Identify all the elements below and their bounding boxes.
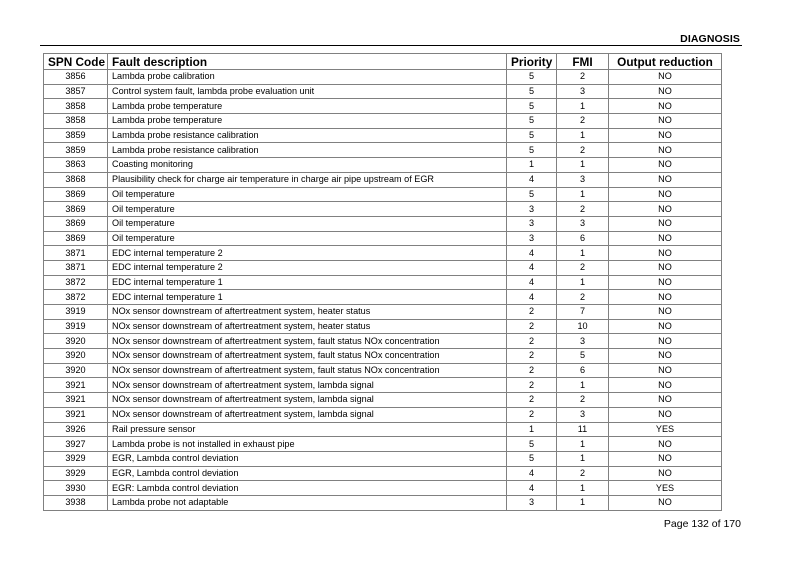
priority-cell: 2 <box>507 305 557 320</box>
spn-code-cell: 3938 <box>44 495 108 510</box>
priority-cell: 5 <box>507 84 557 99</box>
fmi-cell: 1 <box>557 451 609 466</box>
fmi-cell: 6 <box>557 363 609 378</box>
spn-code-cell: 3927 <box>44 437 108 452</box>
spn-code-cell: 3921 <box>44 378 108 393</box>
priority-cell: 4 <box>507 172 557 187</box>
priority-cell: 4 <box>507 275 557 290</box>
fault-description-cell: EDC internal temperature 2 <box>108 260 507 275</box>
priority-cell: 5 <box>507 187 557 202</box>
table-row <box>44 495 722 510</box>
priority-cell: 1 <box>507 158 557 173</box>
page-number: Page 132 of 170 <box>663 518 741 530</box>
spn-code-cell: 3929 <box>44 466 108 481</box>
fmi-cell: 2 <box>557 466 609 481</box>
spn-code-cell: 3930 <box>44 481 108 496</box>
output-reduction-cell: NO <box>609 407 722 422</box>
output-reduction-cell: NO <box>609 305 722 320</box>
spn-code-cell: 3920 <box>44 363 108 378</box>
spn-code-cell: 3871 <box>44 260 108 275</box>
fault-description-cell: Lambda probe temperature <box>108 114 507 129</box>
priority-cell: 5 <box>507 143 557 158</box>
output-reduction-cell: YES <box>609 422 722 437</box>
table-row <box>44 187 722 202</box>
table-row <box>44 84 722 99</box>
spn-code-cell: 3857 <box>44 84 108 99</box>
fault-description-cell: NOx sensor downstream of aftertreatment system, heater status <box>108 305 507 320</box>
output-reduction-cell: NO <box>609 378 722 393</box>
output-reduction-cell: NO <box>609 99 722 114</box>
fmi-cell: 3 <box>557 84 609 99</box>
fmi-cell: 1 <box>557 187 609 202</box>
fault-description-cell: NOx sensor downstream of aftertreatment system, fault status NOx concentration <box>108 363 507 378</box>
table-header <box>44 54 722 70</box>
spn-fault-table <box>43 53 722 511</box>
priority-cell: 4 <box>507 481 557 496</box>
fmi-cell: 11 <box>557 422 609 437</box>
fault-description-cell: Coasting monitoring <box>108 158 507 173</box>
table-body <box>44 70 722 511</box>
spn-code-cell: 3859 <box>44 128 108 143</box>
fmi-cell: 3 <box>557 172 609 187</box>
table-row <box>44 305 722 320</box>
table-row <box>44 319 722 334</box>
table-row <box>44 451 722 466</box>
output-reduction-cell: NO <box>609 246 722 261</box>
fault-description-cell: Plausibility check for charge air temperature in charge air pipe upstream of EGR <box>108 172 507 187</box>
output-reduction-cell: NO <box>609 158 722 173</box>
fault-description-cell: Lambda probe calibration <box>108 70 507 85</box>
column-header-priority: Priority <box>507 54 557 70</box>
fmi-cell: 2 <box>557 114 609 129</box>
spn-code-cell: 3921 <box>44 393 108 408</box>
priority-cell: 2 <box>507 363 557 378</box>
output-reduction-cell: NO <box>609 114 722 129</box>
table-row <box>44 216 722 231</box>
table-row <box>44 202 722 217</box>
priority-cell: 5 <box>507 70 557 85</box>
spn-code-cell: 3872 <box>44 290 108 305</box>
table-row <box>44 363 722 378</box>
fmi-cell: 5 <box>557 349 609 364</box>
fault-description-cell: Lambda probe is not installed in exhaust pipe <box>108 437 507 452</box>
table-row <box>44 172 722 187</box>
spn-code-cell: 3869 <box>44 216 108 231</box>
output-reduction-cell: NO <box>609 172 722 187</box>
output-reduction-cell: NO <box>609 319 722 334</box>
output-reduction-cell: NO <box>609 495 722 510</box>
table-row <box>44 481 722 496</box>
fmi-cell: 2 <box>557 393 609 408</box>
fault-description-cell: NOx sensor downstream of aftertreatment system, lambda signal <box>108 407 507 422</box>
fault-description-cell: EGR, Lambda control deviation <box>108 451 507 466</box>
fmi-cell: 1 <box>557 378 609 393</box>
spn-code-cell: 3920 <box>44 334 108 349</box>
fmi-cell: 3 <box>557 216 609 231</box>
fmi-cell: 6 <box>557 231 609 246</box>
document-section-title: DIAGNOSIS <box>680 33 740 45</box>
priority-cell: 5 <box>507 437 557 452</box>
fmi-cell: 1 <box>557 158 609 173</box>
table-row <box>44 231 722 246</box>
table-row <box>44 466 722 481</box>
priority-cell: 3 <box>507 231 557 246</box>
table-row <box>44 158 722 173</box>
priority-cell: 3 <box>507 495 557 510</box>
priority-cell: 3 <box>507 216 557 231</box>
fault-description-cell: Lambda probe temperature <box>108 99 507 114</box>
fault-description-cell: Lambda probe not adaptable <box>108 495 507 510</box>
priority-cell: 2 <box>507 407 557 422</box>
fmi-cell: 2 <box>557 143 609 158</box>
spn-code-cell: 3919 <box>44 305 108 320</box>
output-reduction-cell: NO <box>609 187 722 202</box>
priority-cell: 5 <box>507 114 557 129</box>
fault-description-cell: EGR: Lambda control deviation <box>108 481 507 496</box>
table-row <box>44 99 722 114</box>
column-header-spn-code: SPN Code <box>44 54 108 70</box>
spn-code-cell: 3920 <box>44 349 108 364</box>
output-reduction-cell: NO <box>609 202 722 217</box>
fmi-cell: 1 <box>557 128 609 143</box>
fault-description-cell: Lambda probe resistance calibration <box>108 128 507 143</box>
fmi-cell: 1 <box>557 495 609 510</box>
priority-cell: 4 <box>507 246 557 261</box>
fault-description-cell: Lambda probe resistance calibration <box>108 143 507 158</box>
fault-description-cell: Oil temperature <box>108 202 507 217</box>
table-row <box>44 437 722 452</box>
fault-description-cell: Control system fault, lambda probe evaluation unit <box>108 84 507 99</box>
table-row <box>44 246 722 261</box>
header-row <box>44 54 722 70</box>
fmi-cell: 1 <box>557 437 609 452</box>
fault-description-cell: Oil temperature <box>108 216 507 231</box>
spn-code-cell: 3858 <box>44 99 108 114</box>
spn-code-cell: 3859 <box>44 143 108 158</box>
priority-cell: 2 <box>507 319 557 334</box>
fault-description-cell: NOx sensor downstream of aftertreatment system, lambda signal <box>108 393 507 408</box>
priority-cell: 2 <box>507 378 557 393</box>
output-reduction-cell: NO <box>609 260 722 275</box>
column-header-output-reduction: Output reduction <box>609 54 722 70</box>
table-row <box>44 334 722 349</box>
output-reduction-cell: NO <box>609 437 722 452</box>
output-reduction-cell: NO <box>609 290 722 305</box>
table-row <box>44 393 722 408</box>
table-row <box>44 143 722 158</box>
fmi-cell: 3 <box>557 334 609 349</box>
output-reduction-cell: NO <box>609 275 722 290</box>
output-reduction-cell: NO <box>609 231 722 246</box>
fault-description-cell: NOx sensor downstream of aftertreatment system, fault status NOx concentration <box>108 349 507 364</box>
spn-code-cell: 3868 <box>44 172 108 187</box>
fmi-cell: 2 <box>557 290 609 305</box>
spn-code-cell: 3919 <box>44 319 108 334</box>
fault-description-cell: Oil temperature <box>108 187 507 202</box>
fault-description-cell: NOx sensor downstream of aftertreatment system, fault status NOx concentration <box>108 334 507 349</box>
priority-cell: 2 <box>507 334 557 349</box>
fault-description-cell: EDC internal temperature 1 <box>108 275 507 290</box>
priority-cell: 2 <box>507 349 557 364</box>
priority-cell: 4 <box>507 290 557 305</box>
fmi-cell: 7 <box>557 305 609 320</box>
priority-cell: 3 <box>507 202 557 217</box>
output-reduction-cell: YES <box>609 481 722 496</box>
spn-code-cell: 3863 <box>44 158 108 173</box>
fmi-cell: 10 <box>557 319 609 334</box>
output-reduction-cell: NO <box>609 84 722 99</box>
fault-description-cell: EGR, Lambda control deviation <box>108 466 507 481</box>
output-reduction-cell: NO <box>609 216 722 231</box>
output-reduction-cell: NO <box>609 349 722 364</box>
fault-description-cell: EDC internal temperature 2 <box>108 246 507 261</box>
fmi-cell: 1 <box>557 99 609 114</box>
fmi-cell: 1 <box>557 481 609 496</box>
header-divider <box>40 45 742 46</box>
spn-code-cell: 3921 <box>44 407 108 422</box>
fault-description-cell: NOx sensor downstream of aftertreatment system, heater status <box>108 319 507 334</box>
priority-cell: 4 <box>507 466 557 481</box>
spn-code-cell: 3872 <box>44 275 108 290</box>
fault-description-cell: Oil temperature <box>108 231 507 246</box>
output-reduction-cell: NO <box>609 143 722 158</box>
output-reduction-cell: NO <box>609 128 722 143</box>
spn-code-cell: 3869 <box>44 202 108 217</box>
fmi-cell: 2 <box>557 202 609 217</box>
output-reduction-cell: NO <box>609 363 722 378</box>
table-row <box>44 128 722 143</box>
table-row <box>44 378 722 393</box>
output-reduction-cell: NO <box>609 466 722 481</box>
priority-cell: 5 <box>507 451 557 466</box>
fault-description-cell: EDC internal temperature 1 <box>108 290 507 305</box>
output-reduction-cell: NO <box>609 451 722 466</box>
spn-code-cell: 3871 <box>44 246 108 261</box>
priority-cell: 5 <box>507 99 557 114</box>
priority-cell: 1 <box>507 422 557 437</box>
fmi-cell: 3 <box>557 407 609 422</box>
column-header-fmi: FMI <box>557 54 609 70</box>
column-header-fault-description: Fault description <box>108 54 507 70</box>
output-reduction-cell: NO <box>609 393 722 408</box>
output-reduction-cell: NO <box>609 334 722 349</box>
spn-code-cell: 3929 <box>44 451 108 466</box>
table-row <box>44 407 722 422</box>
table-row <box>44 275 722 290</box>
spn-code-cell: 3869 <box>44 187 108 202</box>
priority-cell: 5 <box>507 128 557 143</box>
spn-code-cell: 3856 <box>44 70 108 85</box>
table-row <box>44 70 722 85</box>
output-reduction-cell: NO <box>609 70 722 85</box>
priority-cell: 4 <box>507 260 557 275</box>
table-row <box>44 422 722 437</box>
fault-description-cell: NOx sensor downstream of aftertreatment system, lambda signal <box>108 378 507 393</box>
fmi-cell: 2 <box>557 260 609 275</box>
spn-code-cell: 3926 <box>44 422 108 437</box>
priority-cell: 2 <box>507 393 557 408</box>
spn-code-cell: 3858 <box>44 114 108 129</box>
table-row <box>44 260 722 275</box>
spn-code-cell: 3869 <box>44 231 108 246</box>
table-row <box>44 290 722 305</box>
fault-description-cell: Rail pressure sensor <box>108 422 507 437</box>
table-row <box>44 114 722 129</box>
fmi-cell: 1 <box>557 246 609 261</box>
fmi-cell: 1 <box>557 275 609 290</box>
table-row <box>44 349 722 364</box>
fmi-cell: 2 <box>557 70 609 85</box>
